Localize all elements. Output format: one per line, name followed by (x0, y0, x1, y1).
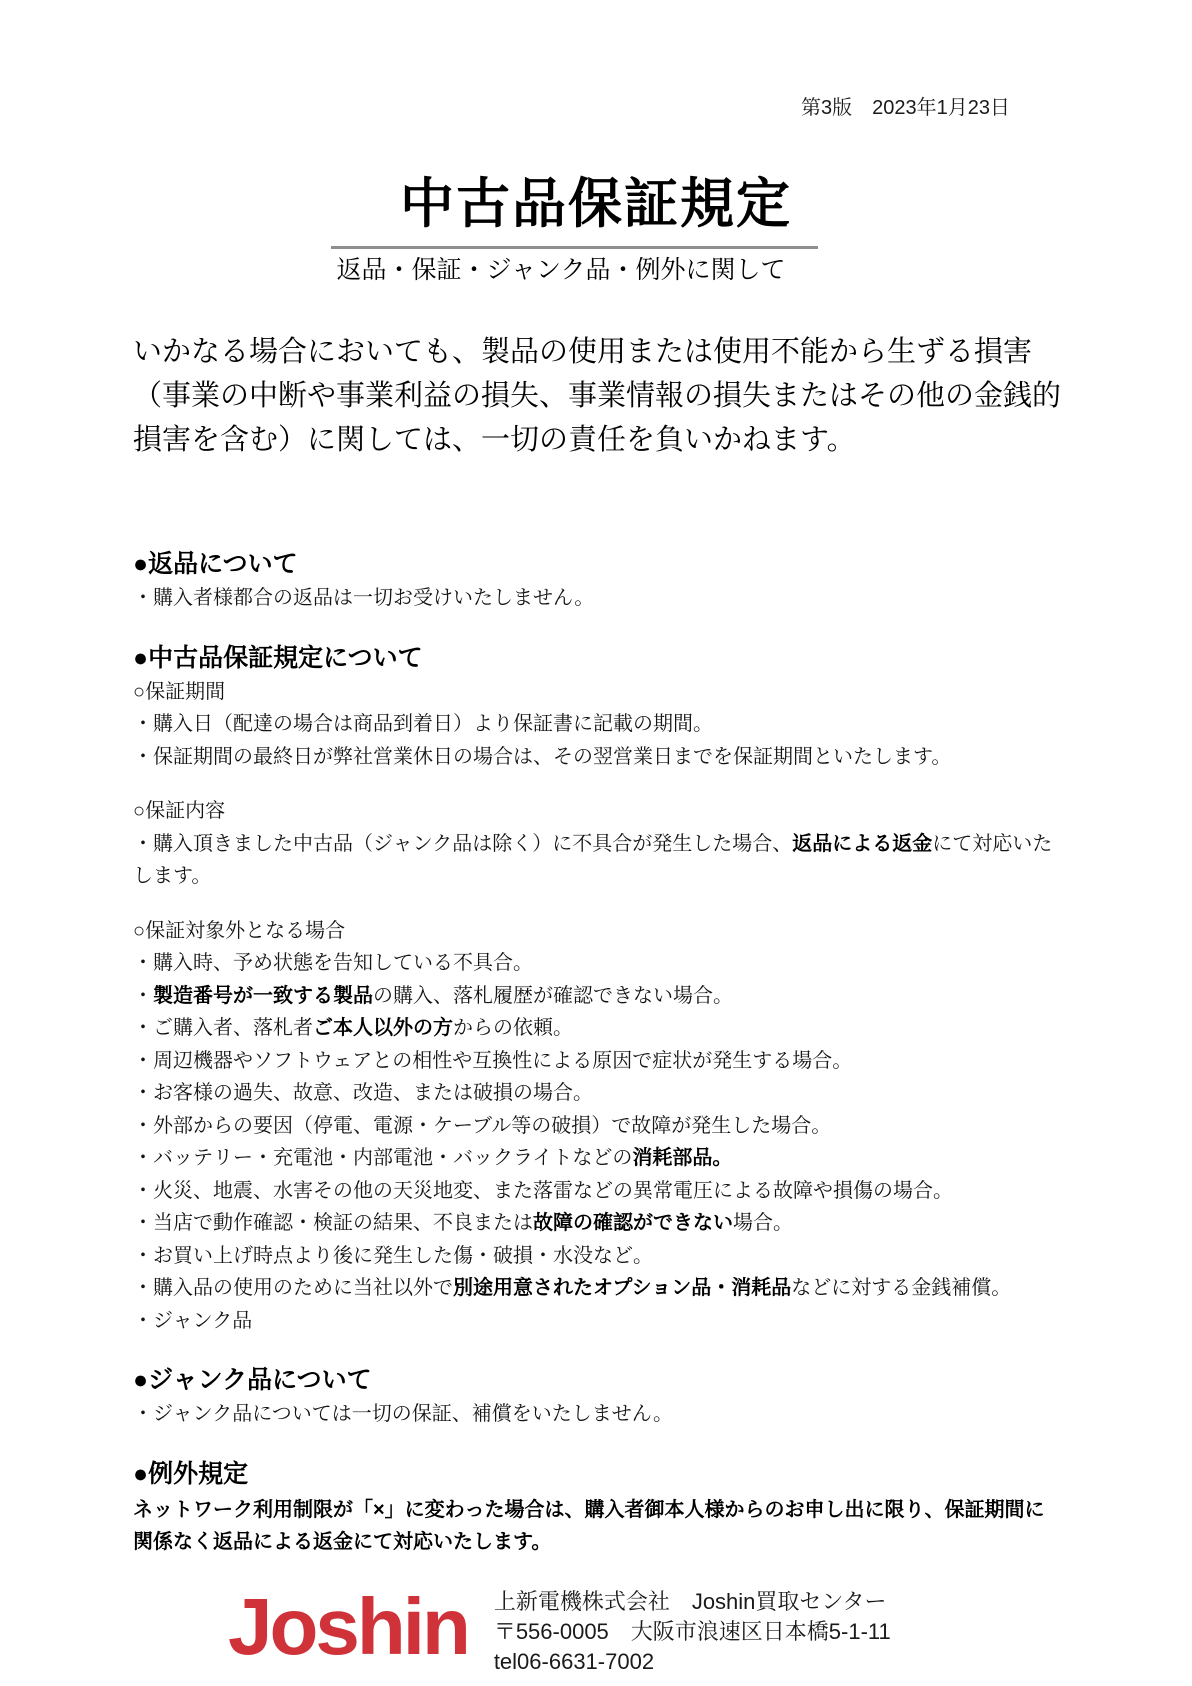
policy-line: ・購入品の使用のために当社以外で別途用意されたオプション品・消耗品などに対する金銭補償。 (133, 1277, 1012, 1299)
policy-line: ・お買い上げ時点より後に発生した傷・破損・水没など。 (133, 1244, 653, 1267)
footer-contact-block (494, 1581, 891, 1677)
policy-line: ・お客様の過失、故意、改造、または破損の場合。 (133, 1082, 593, 1104)
section-heading: ●ジャンク品について (133, 1366, 372, 1394)
page-title: 中古品保証規定 (400, 174, 792, 234)
policy-line: ・保証期間の最終日が弊社営業休日の場合は、その翌営業日までを保証期間といたします。 (133, 745, 952, 768)
footer-address-line: 〒556-0005 大阪市浪速区日本橋5-1-11 (493, 1618, 891, 1644)
page-subtitle: 返品・保証・ジャンク品・例外に関して (336, 257, 786, 284)
policy-line: ・火災、地震、水害その他の天災地変、また落雷などの異常電圧による故障や損傷の場合。 (133, 1179, 953, 1202)
footer-tel-line: tel06-6631-7002 (493, 1648, 655, 1674)
subsection-heading: ○保証内容 (133, 800, 226, 822)
policy-line: ・当店で動作確認・検証の結果、不良または故障の確認ができない場合。 (133, 1212, 793, 1234)
section-heading: ●例外規定 (133, 1459, 249, 1488)
edition-date-line: 第3版 2023年1月23日 (801, 97, 1010, 119)
policy-line: ・購入日（配達の場合は商品到着日）より保証書に記載の期間。 (133, 713, 713, 735)
exception-paragraph: ネットワーク利用制限が「×」に変わった場合は、購入者御本人様からのお申し出に限り、保証期間に関係なく返品による返金にて対応いたします。 (133, 1498, 1045, 1553)
policy-line: ・購入頂きました中古品（ジャンク品は除く）に不具合が発生した場合、返品による返金にて対応いたします。 (133, 832, 1053, 887)
policy-line: ・周辺機器やソフトウェアとの相性や互換性による原因で症状が発生する場合。 (133, 1049, 853, 1072)
section-heading: ●返品について (133, 550, 298, 578)
liability-disclaimer-paragraph: いかなる場合においても、製品の使用または使用不能から生ずる損害（事業の中断や事業利益の損失、事業情報の損失またはその他の金銭的損害を含む）に関しては、一切の責任を負いかねます。 (133, 336, 1062, 456)
policy-line: ・購入者様都合の返品は一切お受けいたしません。 (133, 587, 595, 609)
section-heading: ●中古品保証規定について (133, 643, 423, 672)
policy-line: ・ジャンク品 (133, 1309, 253, 1332)
policy-line: ・バッテリー・充電池・内部電池・バックライトなどの消耗部品。 (133, 1147, 733, 1169)
subsection-heading: ○保証対象外となる場合 (133, 919, 346, 942)
footer (228, 1581, 1192, 1677)
policy-line: ・ご購入者、落札者ご本人以外の方からの依頼。 (133, 1017, 573, 1039)
policy-line: ・外部からの要因（停電、電源・ケーブル等の破損）で故障が発生した場合。 (133, 1114, 832, 1137)
policy-line: ・ジャンク品については一切の保証、補償をいたしません。 (133, 1403, 673, 1425)
document-body (133, 546, 1063, 1559)
policy-line: ・購入時、予め状態を告知している不具合。 (133, 952, 533, 974)
subsection-heading: ○保証期間 (133, 680, 226, 703)
joshin-logo: Joshin (228, 1581, 468, 1671)
title-underline (331, 246, 818, 249)
policy-line: ・製造番号が一致する製品の購入、落札履歴が確認できない場合。 (133, 984, 733, 1007)
footer-company-line: 上新電機株式会社 Joshin買取センター (493, 1588, 887, 1614)
